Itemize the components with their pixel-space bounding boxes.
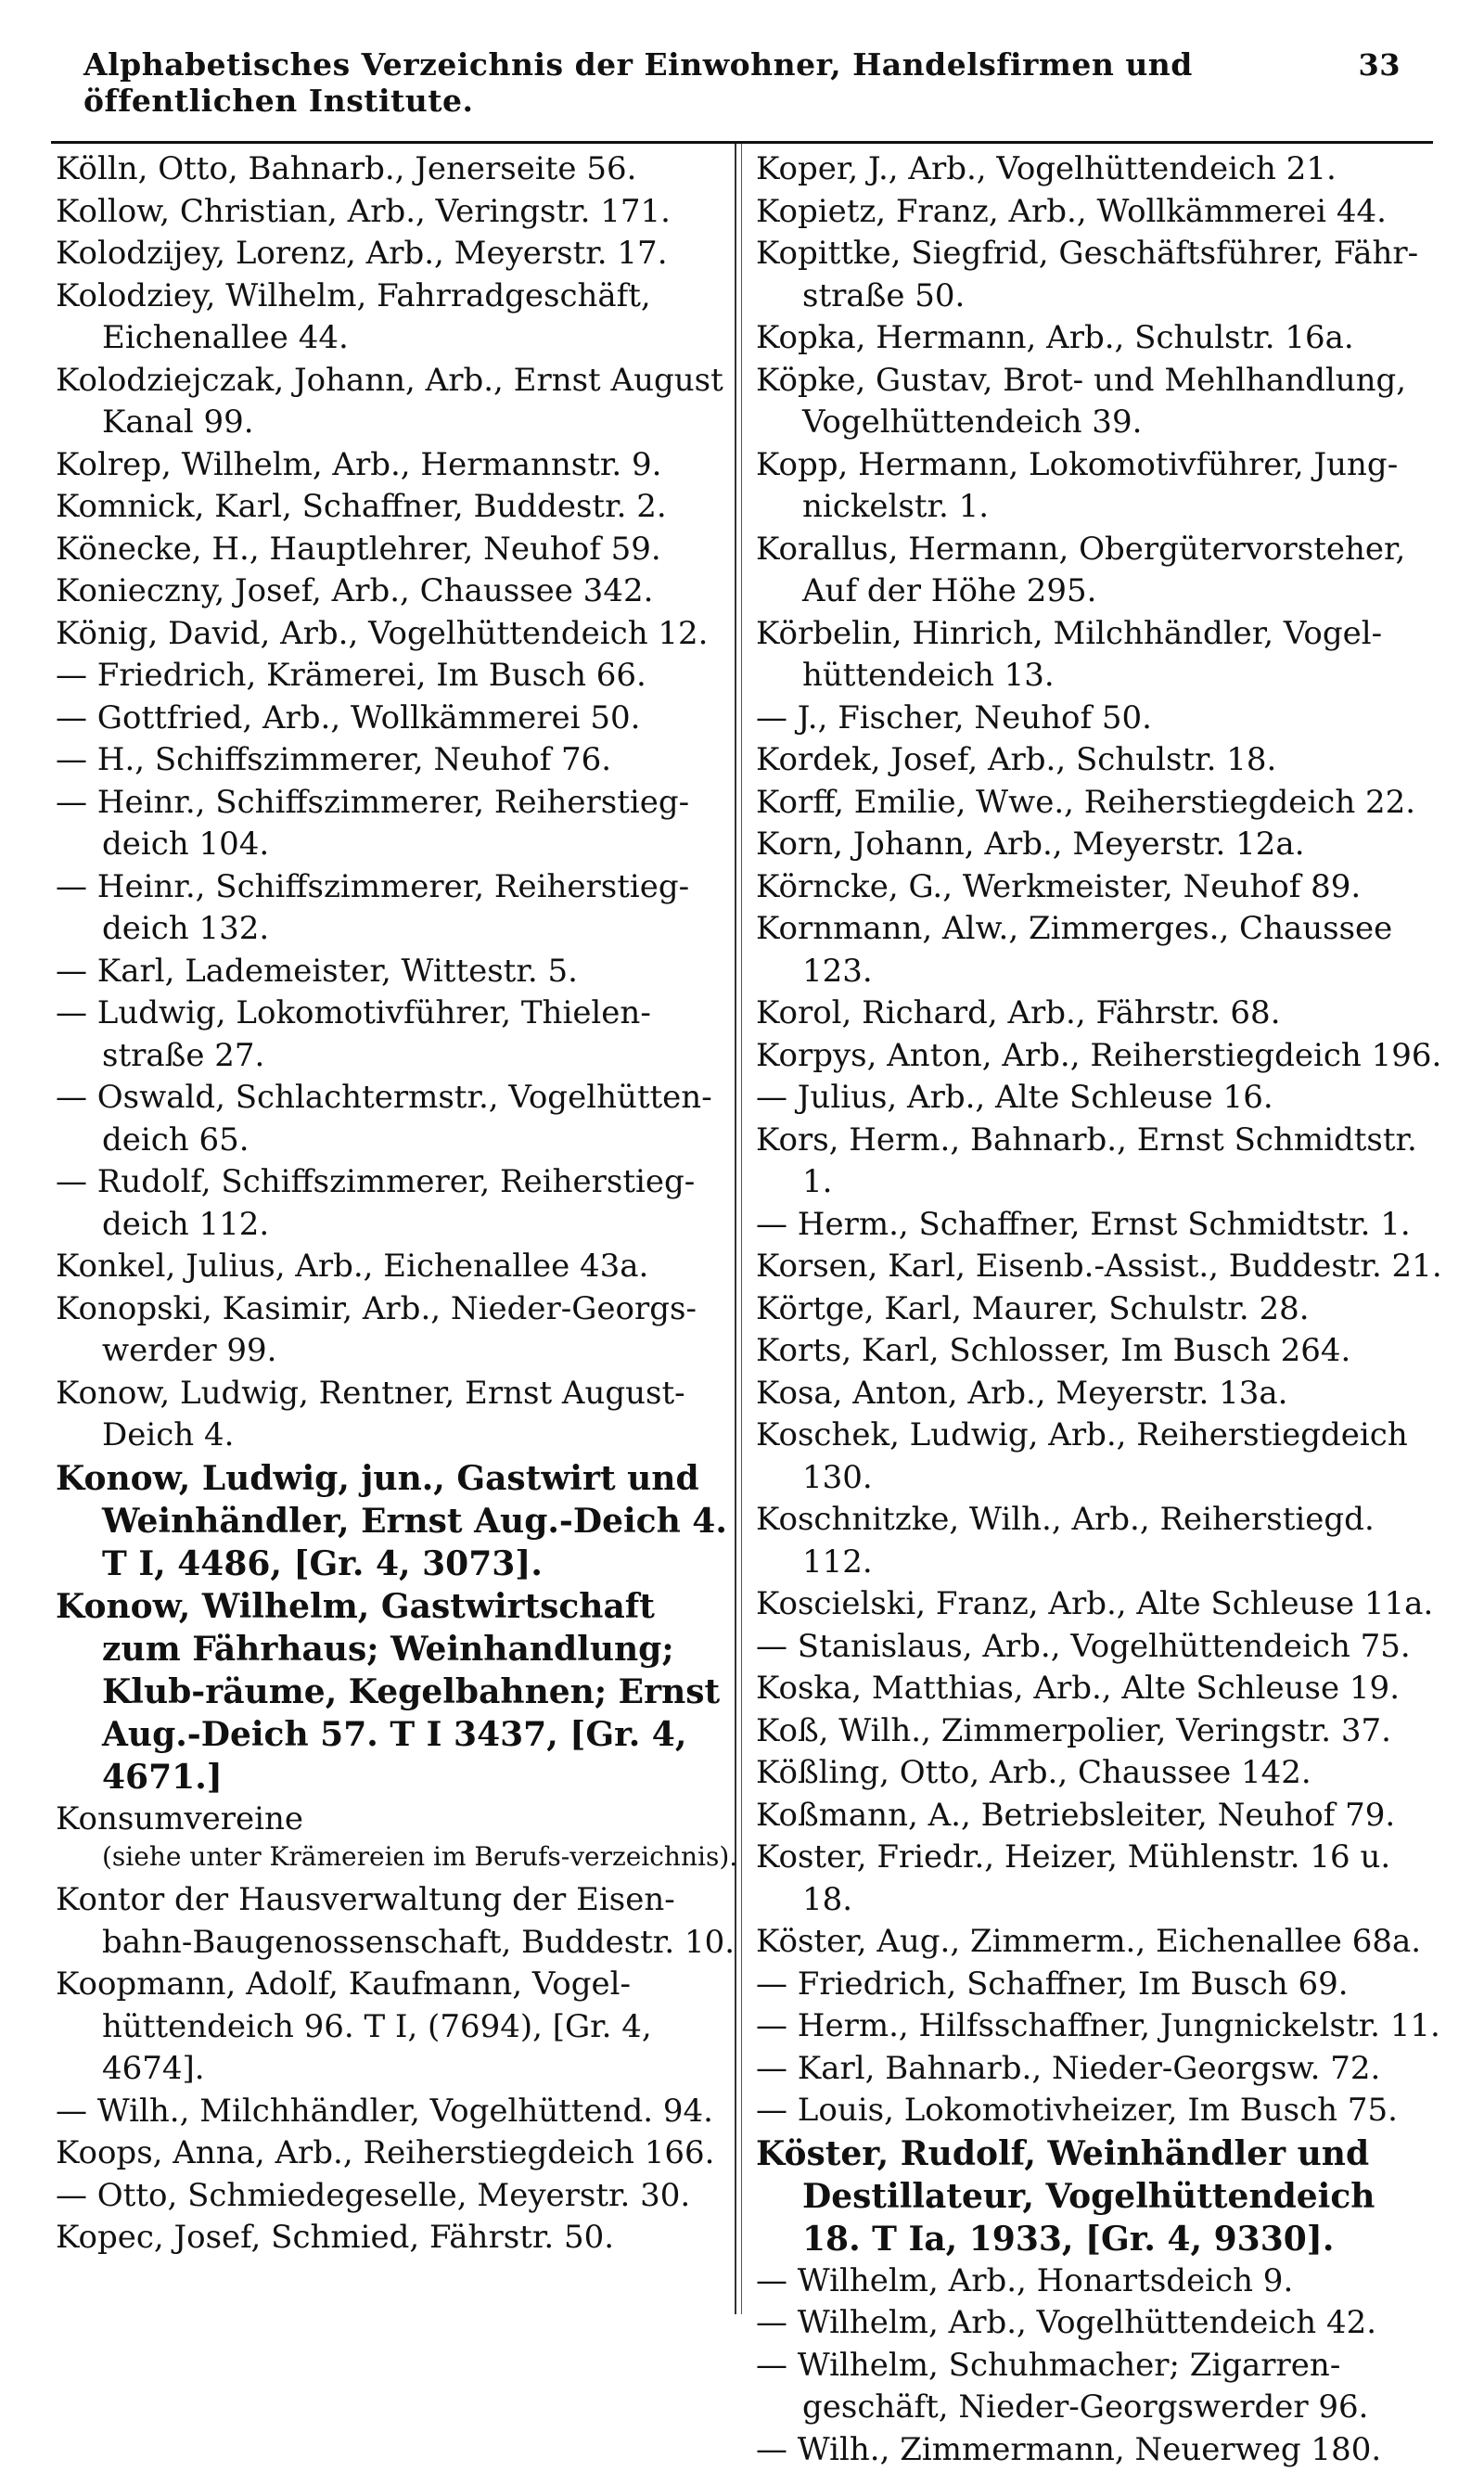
- directory-entry: — Karl, Bahnarb., Nieder-Georgsw. 72.: [756, 2048, 1442, 2091]
- directory-entry: — Karl, Lademeister, Wittestr. 5.: [56, 951, 742, 993]
- directory-entry: Köster, Aug., Zimmerm., Eichenallee 68a.: [756, 1921, 1442, 1964]
- directory-entry: — Herm., Hilfsschaffner, Jungnickelstr. 11.: [756, 2005, 1442, 2048]
- directory-entry: — Oswald, Schlachtermstr., Vogelhütten-deich 65.: [56, 1077, 742, 1161]
- directory-entry: — Wilhelm, Schuhmacher; Zigarren-geschäft, Nieder-Georgswerder 96.: [756, 2345, 1442, 2429]
- directory-entry: Kornmann, Alw., Zimmerges., Chaussee 123.: [756, 908, 1442, 992]
- directory-entry: Kopittke, Siegfrid, Geschäftsführer, Fähr-straße 50.: [756, 233, 1442, 317]
- directory-entry: Koßmann, A., Betriebsleiter, Neuhof 79.: [756, 1795, 1442, 1837]
- directory-entry: Kößling, Otto, Arb., Chaussee 142.: [756, 1752, 1442, 1795]
- directory-entry: Koska, Matthias, Arb., Alte Schleuse 19.: [756, 1668, 1442, 1710]
- directory-entry: Konow, Wilhelm, Gastwirtschaft zum Fährhaus; Weinhandlung; Klub-räume, Kegelbahnen; Ernst Aug.-Deich 57. T I 3437, [Gr. 4, 4671.]: [56, 1585, 742, 1799]
- directory-entry: Kölln, Otto, Bahnarb., Jenerseite 56.: [56, 148, 742, 191]
- directory-entry: (siehe unter Krämereien im Berufs-verzeichnis).: [56, 1840, 742, 1874]
- directory-entry: Konsumvereine: [56, 1799, 742, 1841]
- directory-entry: Korol, Richard, Arb., Fährstr. 68.: [756, 992, 1442, 1035]
- header-rule: [51, 141, 1433, 144]
- directory-entry: Kopietz, Franz, Arb., Wollkämmerei 44.: [756, 191, 1442, 234]
- directory-entry: Korsen, Karl, Eisenb.-Assist., Buddestr. 21.: [756, 1246, 1442, 1288]
- directory-entry: Kopka, Hermann, Arb., Schulstr. 16a.: [756, 317, 1442, 360]
- directory-entry: Kopec, Josef, Schmied, Fährstr. 50.: [56, 2217, 742, 2260]
- directory-entry: Köster, Rudolf, Weinhändler und Destillateur, Vogelhüttendeich 18. T Ia, 1933, [Gr. 4, 9330].: [756, 2132, 1442, 2260]
- directory-entry: — Otto, Schmiedegeselle, Meyerstr. 30.: [56, 2175, 742, 2218]
- directory-entry: Koschnitzke, Wilh., Arb., Reiherstiegd. 112.: [756, 1499, 1442, 1583]
- directory-entry: Köpke, Gustav, Brot- und Mehlhandlung, Vogelhüttendeich 39.: [756, 360, 1442, 444]
- directory-entry: Komnick, Karl, Schaffner, Buddestr. 2.: [56, 486, 742, 529]
- directory-entry: — Ludwig, Lokomotivführer, Thielen-straße 27.: [56, 992, 742, 1077]
- directory-entry: — Wilhelm, Arb., Vogelhüttendeich 42.: [756, 2302, 1442, 2345]
- directory-entry: — Wilh., Zimmermann, Neuerweg 180.: [756, 2429, 1442, 2471]
- directory-entry: — Louis, Lokomotivheizer, Im Busch 75.: [756, 2090, 1442, 2132]
- directory-entry: Körbelin, Hinrich, Milchhändler, Vogel-hüttendeich 13.: [756, 613, 1442, 698]
- directory-entry: — Heinr., Schiffszimmerer, Reiherstieg-deich 104.: [56, 782, 742, 866]
- directory-entry: Koopmann, Adolf, Kaufmann, Vogel-hüttendeich 96. T I, (7694), [Gr. 4, 4674].: [56, 1964, 742, 2091]
- directory-entry: Korn, Johann, Arb., Meyerstr. 12a.: [756, 824, 1442, 866]
- directory-entry: — Heinr., Schiffszimmerer, Reiherstieg-deich 132.: [56, 866, 742, 951]
- directory-entry: Koper, J., Arb., Vogelhüttendeich 21.: [756, 148, 1442, 191]
- header-title: Alphabetisches Verzeichnis der Einwohner, Handelsfirmen und öffentlichen Institute.: [83, 46, 1358, 119]
- directory-entry: — H., Schiffszimmerer, Neuhof 76.: [56, 739, 742, 782]
- directory-entry: Kopp, Hermann, Lokomotivführer, Jung-nickelstr. 1.: [756, 444, 1442, 529]
- directory-entry: Kolrep, Wilhelm, Arb., Hermannstr. 9.: [56, 444, 742, 487]
- directory-entry: Korts, Karl, Schlosser, Im Busch 264.: [756, 1330, 1442, 1373]
- directory-entry: — J., Fischer, Neuhof 50.: [756, 698, 1442, 740]
- directory-entry: — Wilhelm, Arb., Honartsdeich 9.: [756, 2260, 1442, 2303]
- page-header: [83, 46, 1401, 119]
- directory-entry: Koscielski, Franz, Arb., Alte Schleuse 11a.: [756, 1583, 1442, 1626]
- directory-entry: Korpys, Anton, Arb., Reiherstiegdeich 196.: [756, 1035, 1442, 1078]
- directory-entry: Konopski, Kasimir, Arb., Nieder-Georgs-werder 99.: [56, 1288, 742, 1373]
- directory-entry: Kolodziejczak, Johann, Arb., Ernst August Kanal 99.: [56, 360, 742, 444]
- directory-entry: Kors, Herm., Bahnarb., Ernst Schmidtstr. 1.: [756, 1120, 1442, 1204]
- directory-entry: Konow, Ludwig, jun., Gastwirt und Weinhändler, Ernst Aug.-Deich 4. T I, 4486, [Gr. 4, 3073].: [56, 1457, 742, 1585]
- directory-entry: Korallus, Hermann, Obergütervorsteher, Auf der Höhe 295.: [756, 529, 1442, 613]
- directory-entry: Konkel, Julius, Arb., Eichenallee 43a.: [56, 1246, 742, 1288]
- directory-entry: — Julius, Arb., Alte Schleuse 16.: [756, 1077, 1442, 1120]
- directory-entry: — Herm., Schaffner, Ernst Schmidtstr. 1.: [756, 1204, 1442, 1247]
- directory-entry: Korff, Emilie, Wwe., Reiherstiegdeich 22.: [756, 782, 1442, 825]
- directory-entry: Koß, Wilh., Zimmerpolier, Veringstr. 37.: [756, 1710, 1442, 1753]
- directory-entry: Kosa, Anton, Arb., Meyerstr. 13a.: [756, 1373, 1442, 1415]
- directory-entry: — Friedrich, Krämerei, Im Busch 66.: [56, 655, 742, 698]
- right-column: [756, 148, 1442, 2471]
- directory-entry: — Rudolf, Schiffszimmerer, Reiherstieg-deich 112.: [56, 1161, 742, 1246]
- directory-entry: Kontor der Hausverwaltung der Eisen-bahn-Baugenossenschaft, Buddestr. 10.: [56, 1879, 742, 1964]
- page-number: 33: [1358, 47, 1401, 83]
- directory-entry: Kolodziey, Wilhelm, Fahrradgeschäft, Eichenallee 44.: [56, 275, 742, 360]
- directory-entry: — Wilh., Milchhändler, Vogelhüttend. 94.: [56, 2091, 742, 2133]
- directory-entry: Konieczny, Josef, Arb., Chaussee 342.: [56, 570, 742, 613]
- directory-entry: Körtge, Karl, Maurer, Schulstr. 28.: [756, 1288, 1442, 1331]
- directory-entry: Kordek, Josef, Arb., Schulstr. 18.: [756, 739, 1442, 782]
- directory-entry: Könecke, H., Hauptlehrer, Neuhof 59.: [56, 529, 742, 571]
- left-column: [56, 148, 742, 2260]
- directory-entry: — Stanislaus, Arb., Vogelhüttendeich 75.: [756, 1626, 1442, 1669]
- directory-entry: Konow, Ludwig, Rentner, Ernst August-Deich 4.: [56, 1373, 742, 1457]
- directory-entry: Koster, Friedr., Heizer, Mühlenstr. 16 u. 18.: [756, 1837, 1442, 1921]
- directory-entry: Kolodzijey, Lorenz, Arb., Meyerstr. 17.: [56, 233, 742, 275]
- directory-entry: Körncke, G., Werkmeister, Neuhof 89.: [756, 866, 1442, 909]
- directory-entry: Koschek, Ludwig, Arb., Reiherstiegdeich 130.: [756, 1415, 1442, 1499]
- directory-entry: Koops, Anna, Arb., Reiherstiegdeich 166.: [56, 2132, 742, 2175]
- directory-entry: — Friedrich, Schaffner, Im Busch 69.: [756, 1964, 1442, 2006]
- directory-entry: — Gottfried, Arb., Wollkämmerei 50.: [56, 698, 742, 740]
- directory-entry: Kollow, Christian, Arb., Veringstr. 171.: [56, 191, 742, 234]
- directory-entry: König, David, Arb., Vogelhüttendeich 12.: [56, 613, 742, 656]
